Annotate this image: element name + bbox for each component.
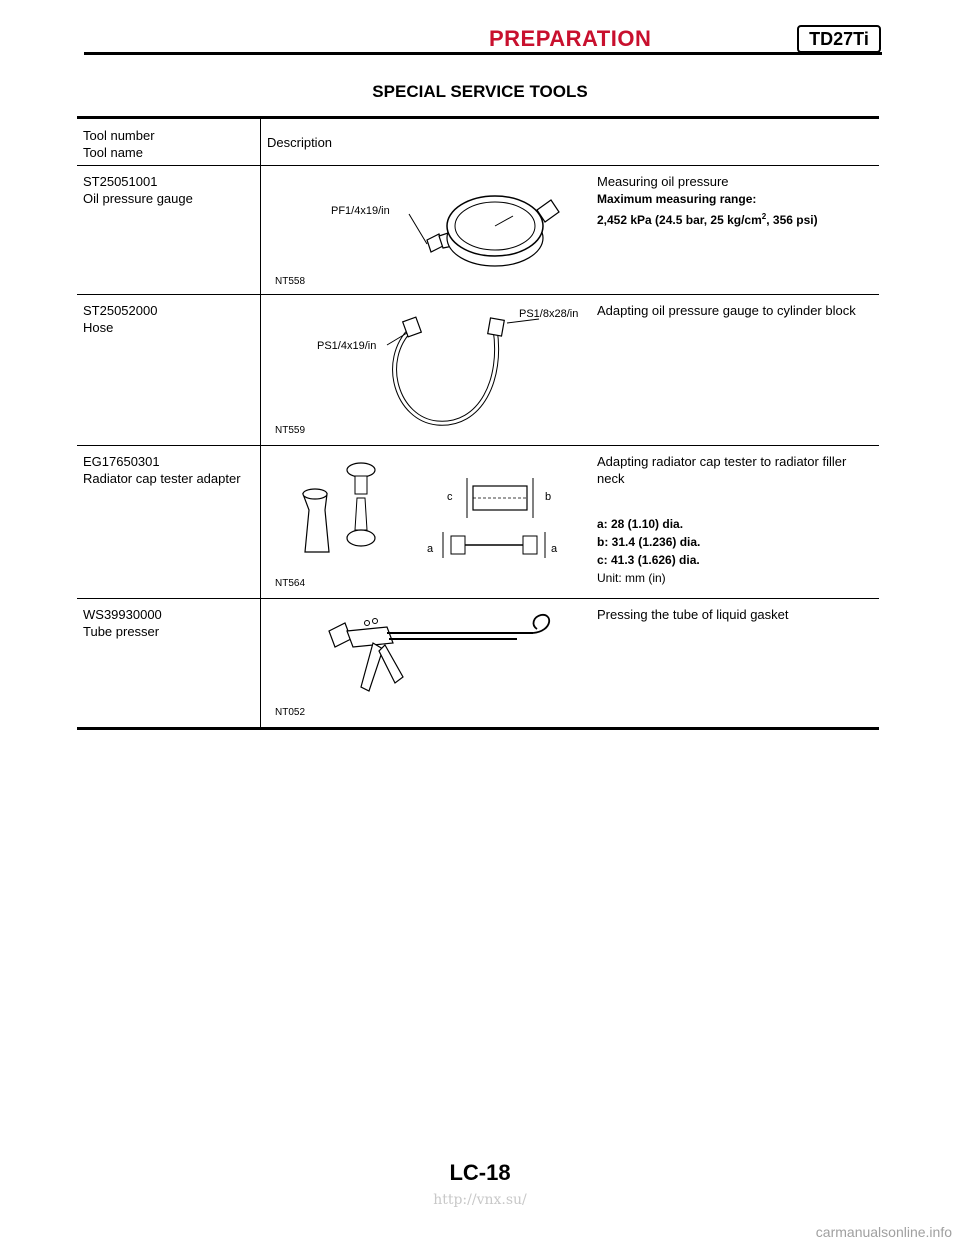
dimension-c: c: 41.3 (1.626) dia. bbox=[597, 553, 700, 567]
header-description: Description bbox=[267, 135, 333, 150]
tool-number: EG17650301 bbox=[83, 454, 160, 469]
figure-code: NT559 bbox=[275, 425, 306, 436]
tool-name: Oil pressure gauge bbox=[83, 191, 193, 206]
tool-description bbox=[597, 302, 877, 319]
tool-id bbox=[83, 302, 157, 336]
dimension-label: a bbox=[427, 543, 434, 555]
hose-figure bbox=[307, 305, 587, 429]
tool-name: Tube presser bbox=[83, 624, 160, 639]
column-divider bbox=[260, 599, 261, 727]
footer-url[interactable]: http://vnx.su/ bbox=[433, 1192, 527, 1208]
section-title: SPECIAL SERVICE TOOLS bbox=[372, 82, 588, 101]
dimension-b: b: 31.4 (1.236) dia. bbox=[597, 535, 701, 549]
figure-code: NT052 bbox=[275, 707, 306, 718]
description-text: Adapting oil pressure gauge to cylinder block bbox=[597, 303, 856, 318]
table-row bbox=[77, 166, 879, 295]
table-row bbox=[77, 599, 879, 730]
dimension-label: b bbox=[545, 491, 552, 503]
spec-value-tail: , 356 psi) bbox=[766, 213, 818, 227]
tool-number: ST25052000 bbox=[83, 303, 158, 318]
dimension-label: a bbox=[551, 543, 558, 555]
fitting-label: PS1/4x19/in bbox=[317, 340, 377, 352]
dimension-a: a: 28 (1.10) dia. bbox=[597, 517, 684, 531]
tool-table bbox=[77, 116, 879, 730]
description-text: Adapting radiator cap tester to radiator filler neck bbox=[597, 454, 847, 486]
spec-value-superscript: 2 bbox=[761, 212, 767, 221]
spec-label: Maximum measuring range: bbox=[597, 192, 757, 206]
spec-value bbox=[597, 208, 877, 229]
engine-badge: TD27Ti bbox=[797, 25, 881, 53]
figure-code: NT564 bbox=[275, 578, 306, 589]
tool-id bbox=[83, 453, 241, 487]
tool-number: WS39930000 bbox=[83, 607, 162, 622]
header-tool-name-label: Tool name bbox=[83, 145, 143, 160]
description-text: Pressing the tube of liquid gasket bbox=[597, 607, 789, 622]
description-text: Measuring oil pressure bbox=[597, 174, 729, 189]
header-rule bbox=[84, 52, 882, 55]
header-title: PREPARATION bbox=[489, 26, 652, 51]
page-header bbox=[84, 22, 882, 56]
column-divider bbox=[260, 446, 261, 598]
watermark: carmanualsonline.info bbox=[815, 1224, 952, 1240]
tool-name: Hose bbox=[83, 320, 114, 335]
dimension-label: c bbox=[447, 491, 453, 503]
fitting-label: PS1/8x28/in bbox=[519, 308, 579, 320]
tool-number: ST25051001 bbox=[83, 174, 158, 189]
header-tool-number-label: Tool number bbox=[83, 128, 155, 143]
table-row bbox=[77, 446, 879, 599]
table-row bbox=[77, 295, 879, 446]
spec-value-main: 2,452 kPa (24.5 bar, 25 kg/cm bbox=[597, 213, 762, 227]
tool-description bbox=[597, 453, 877, 587]
figure-code: NT558 bbox=[275, 276, 306, 287]
table-header bbox=[77, 116, 879, 166]
tool-description bbox=[597, 606, 877, 623]
tube-presser-figure bbox=[317, 609, 577, 709]
tool-name: Radiator cap tester adapter bbox=[83, 471, 241, 486]
radiator-cap-adapter-figure bbox=[287, 452, 587, 576]
column-divider bbox=[260, 166, 261, 294]
oil-pressure-gauge-figure bbox=[327, 180, 587, 276]
page-number: LC-18 bbox=[449, 1160, 511, 1185]
tool-id bbox=[83, 173, 193, 207]
unit-note: Unit: mm (in) bbox=[597, 571, 666, 585]
column-divider bbox=[260, 119, 261, 165]
tool-description bbox=[597, 173, 877, 229]
fitting-label: PF1/4x19/in bbox=[331, 205, 390, 217]
column-divider bbox=[260, 295, 261, 445]
tool-id bbox=[83, 606, 162, 640]
header-tool-number bbox=[83, 127, 155, 161]
